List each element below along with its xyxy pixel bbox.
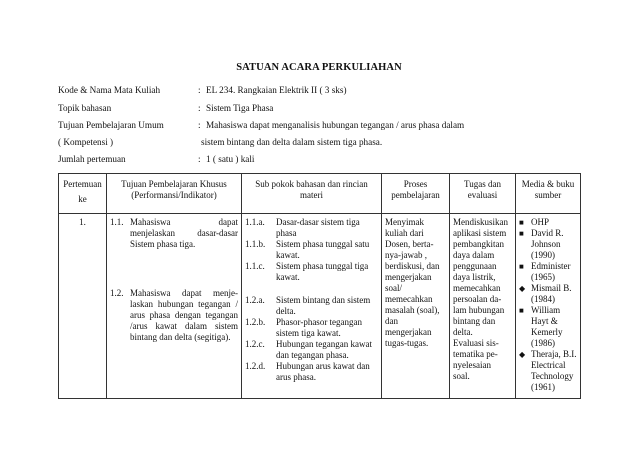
header-proses: Proses pembelajaran [382,174,450,214]
header-tugas: Tugas dan evaluasi [450,174,516,214]
subtopic-item: 1.2.c. Hubungan tegangan kawat dan tegangan phasa. [245,339,372,360]
info-colon: : [198,85,201,95]
header-sub-pokok: Sub pokok bahasan dan rincian materi [242,174,382,214]
info-label: Kode & Nama Mata Kuliah [58,85,161,95]
media-item: ■ William Hayt & Kemerly (1986) [519,305,563,348]
table-row [59,214,581,399]
subtopic-item: 1.1.c. Sistem phasa tunggal tiga kawat. [245,261,369,282]
info-value: EL 234. Rangkaian Elektrik II ( 3 sks) [206,85,347,95]
info-colon: : [198,103,201,113]
subtopic-item: 1.2.d. Hubungan arus kawat dan arus phasa. [245,361,370,382]
subtopic-item: 1.2.a. Sistem bintang dan sistem delta. [245,295,371,316]
info-label: Topik bahasan [58,103,112,113]
info-value: 1 ( satu ) kali [206,154,255,164]
lesson-plan-table [58,173,581,399]
cell-proses: Menyimak kuliah dari Dosen, berta- nya-jawab , berdiskusi, dan mengerjakan soal/ memecahkan masalah (soal), dan mengerjakan tugas-tugas. [382,214,450,399]
bullet-icon: ■ [519,229,524,238]
subtopic-item: 1.1.b. Sistem phasa tunggal satu kawat. [245,239,370,260]
objective-item: 1.2. Mahasiswa dapat menje-laskan hubungan tegangan / arus phasa dengan tegangan /arus kawat dalam sistem bintang dan delta (segitiga). [110,288,238,342]
table-header-row [59,174,581,214]
media-item: ■ Edminister (1965) [519,261,571,282]
media-item: ◆ Mismail B. (1984) [519,283,572,304]
objective-item: 1.1. Mahasiswa dapat menjelaskan dasar-dasar Sistem phasa tiga. [110,217,238,249]
info-label: Tujuan Pembelajaran Umum [58,120,164,130]
document-title: SATUAN ACARA PERKULIAHAN [236,62,402,73]
info-colon: : [198,154,201,164]
info-label: ( Kompetensi ) [58,137,114,147]
header-media: Media & buku sumber [516,174,581,214]
cell-objectives [107,214,242,399]
cell-subtopics [242,214,382,399]
info-value: Sistem Tiga Phasa [206,103,274,113]
info-label: Jumlah pertemuan [58,154,126,164]
header-tujuan: Tujuan Pembelajaran Khusus (Performansi/Indikator) [107,174,242,214]
bullet-icon: ■ [519,262,524,271]
info-value: sistem bintang dan delta dalam sistem tiga phasa. [201,137,383,147]
media-item: ◆ Theraja, B.I. Electrical Technology (1961) [519,349,577,392]
subtopic-item: 1.2.b. Phasor-phasor tegangan sistem tiga kawat. [245,317,363,338]
media-item: ■ OHP [519,217,550,227]
bullet-icon: ■ [519,218,524,227]
cell-tugas: Mendiskusikan aplikasi sistem pembangkitan daya dalam penggunaan daya listrik, memecahkan persoalan da- lam hubungan bintang dan delta. Evaluasi sis- tematika pe- nyelesaian soal. [450,214,516,399]
info-value: Mahasiswa dapat menganalisis hubungan tegangan / arus phasa dalam [206,120,465,130]
bullet-icon: ■ [519,306,524,315]
bullet-icon: ◆ [519,350,526,359]
media-item: ■ David R. Johnson (1990) [519,228,564,260]
cell-pertemuan: 1. [59,214,107,399]
header-pertemuan: Pertemuan ke [59,174,107,214]
cell-media [516,214,581,399]
bullet-icon: ◆ [519,284,526,293]
info-colon: : [198,120,201,130]
subtopic-item: 1.1.a. Dasar-dasar sistem tiga phasa [245,217,360,238]
